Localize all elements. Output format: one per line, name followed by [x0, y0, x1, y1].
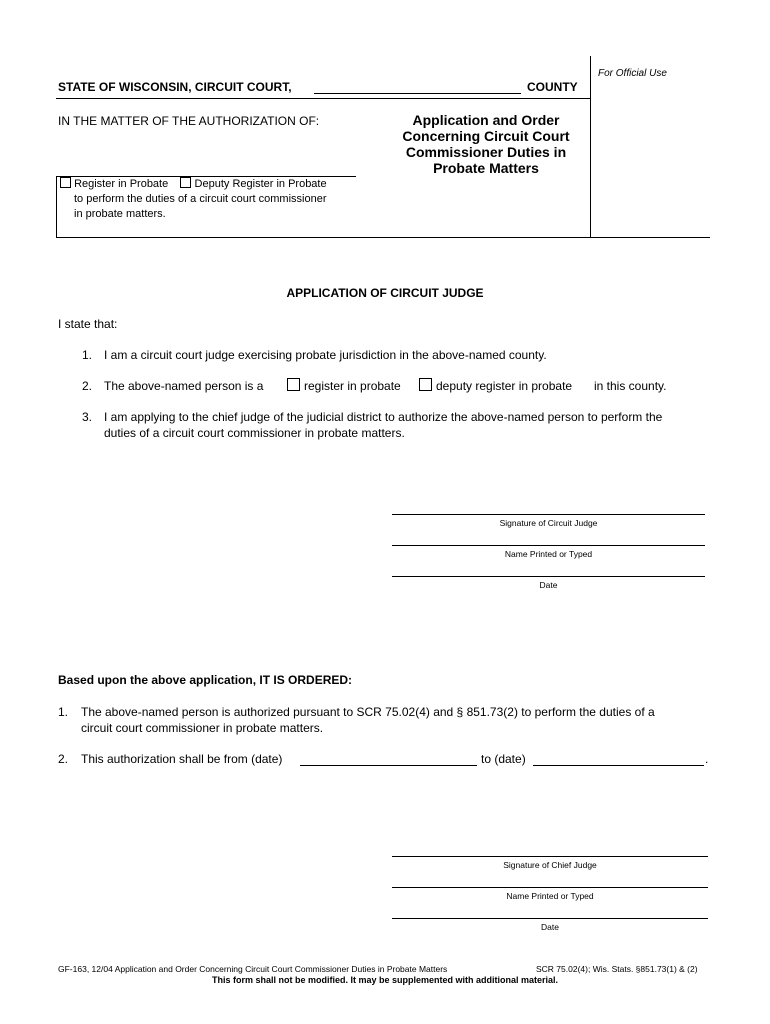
register-in-probate-checkbox[interactable]	[60, 177, 71, 188]
court-line-rule	[56, 98, 590, 99]
order-item-1-line-2: circuit court commissioner in probate matters.	[81, 721, 324, 735]
application-item-1: I am a circuit court judge exercising probate jurisdiction in the above-named county.	[104, 348, 547, 362]
footer-statutes: SCR 75.02(4); Wis. Stats. §851.73(1) & (2)	[536, 964, 698, 974]
order-item-2-end: .	[705, 752, 709, 766]
matter-label: IN THE MATTER OF THE AUTHORIZATION OF:	[58, 114, 320, 128]
application-intro: I state that:	[58, 317, 118, 331]
chief-judge-date-line[interactable]	[392, 918, 708, 919]
court-line-prefix: STATE OF WISCONSIN, CIRCUIT COURT,	[58, 80, 292, 94]
order-item-1-line-1: The above-named person is authorized pursuant to SCR 75.02(4) and § 851.73(2) to perform the duties of a	[81, 705, 655, 719]
application-item-2-suffix: in this county.	[594, 379, 667, 393]
court-line-suffix: COUNTY	[527, 80, 578, 94]
chief-judge-name-line[interactable]	[392, 887, 708, 888]
option-description-1: to perform the duties of a circuit court commissioner	[74, 193, 327, 205]
option-description-2: in probate matters.	[74, 208, 166, 220]
application-item-3-line-1: I am applying to the chief judge of the judicial district to authorize the above-named person to perform the	[104, 410, 663, 424]
order-item-2-prefix: This authorization shall be from (date)	[81, 752, 283, 766]
application-item-2-option-1: register in probate	[304, 379, 401, 393]
to-date-field[interactable]	[533, 752, 704, 766]
deputy-register-checkbox[interactable]	[180, 177, 191, 188]
order-heading: Based upon the above application, IT IS ORDERED:	[58, 673, 353, 687]
form-title-line: Probate Matters	[433, 160, 539, 176]
county-name-field[interactable]	[314, 93, 521, 94]
register-in-probate-checkbox-2[interactable]	[287, 378, 300, 391]
chief-judge-signature-line[interactable]	[392, 856, 708, 857]
header-bottom-rule	[56, 237, 710, 238]
form-title-line: Application and Order	[412, 112, 560, 128]
application-item-number: 2.	[82, 379, 93, 393]
chief-judge-date-label: Date	[541, 922, 559, 932]
footer-form-id: GF-163, 12/04 Application and Order Concerning Circuit Court Commissioner Duties in Probate Matters	[58, 964, 448, 974]
application-item-2-option-2: deputy register in probate	[436, 379, 573, 393]
circuit-judge-name-line[interactable]	[392, 545, 705, 546]
options-left-rule	[56, 176, 57, 238]
application-item-2-prefix: The above-named person is a	[104, 379, 264, 393]
circuit-judge-name-label: Name Printed or Typed	[504, 549, 593, 559]
circuit-judge-date-line[interactable]	[392, 576, 705, 577]
application-item-number: 1.	[82, 348, 93, 362]
form-title-line: Concerning Circuit Court	[402, 128, 570, 144]
from-date-field[interactable]	[300, 752, 477, 766]
circuit-judge-signature-label: Signature of Circuit Judge	[499, 518, 598, 528]
order-item-number: 1.	[58, 705, 69, 719]
order-item-2-mid: to (date)	[481, 752, 526, 766]
circuit-judge-signature-line[interactable]	[392, 514, 705, 515]
form-title-line: Commissioner Duties in	[405, 144, 567, 160]
circuit-judge-date-label: Date	[539, 580, 558, 590]
official-use-label: For Official Use	[598, 68, 667, 79]
register-in-probate-label: Register in Probate	[74, 178, 169, 190]
chief-judge-signature-label: Signature of Chief Judge	[503, 860, 597, 870]
application-item-3-line-2: duties of a circuit court commissioner in probate matters.	[104, 426, 405, 440]
deputy-register-label: Deputy Register in Probate	[194, 178, 327, 190]
footer-notice: This form shall not be modified. It may be supplemented with additional material.	[211, 975, 559, 985]
order-item-number: 2.	[58, 752, 69, 766]
deputy-register-checkbox-2[interactable]	[419, 378, 432, 391]
register-options	[60, 177, 327, 190]
application-item-number: 3.	[82, 410, 93, 424]
chief-judge-name-label: Name Printed or Typed	[506, 891, 594, 901]
form-title	[376, 112, 596, 176]
application-heading: APPLICATION OF CIRCUIT JUDGE	[286, 286, 484, 300]
